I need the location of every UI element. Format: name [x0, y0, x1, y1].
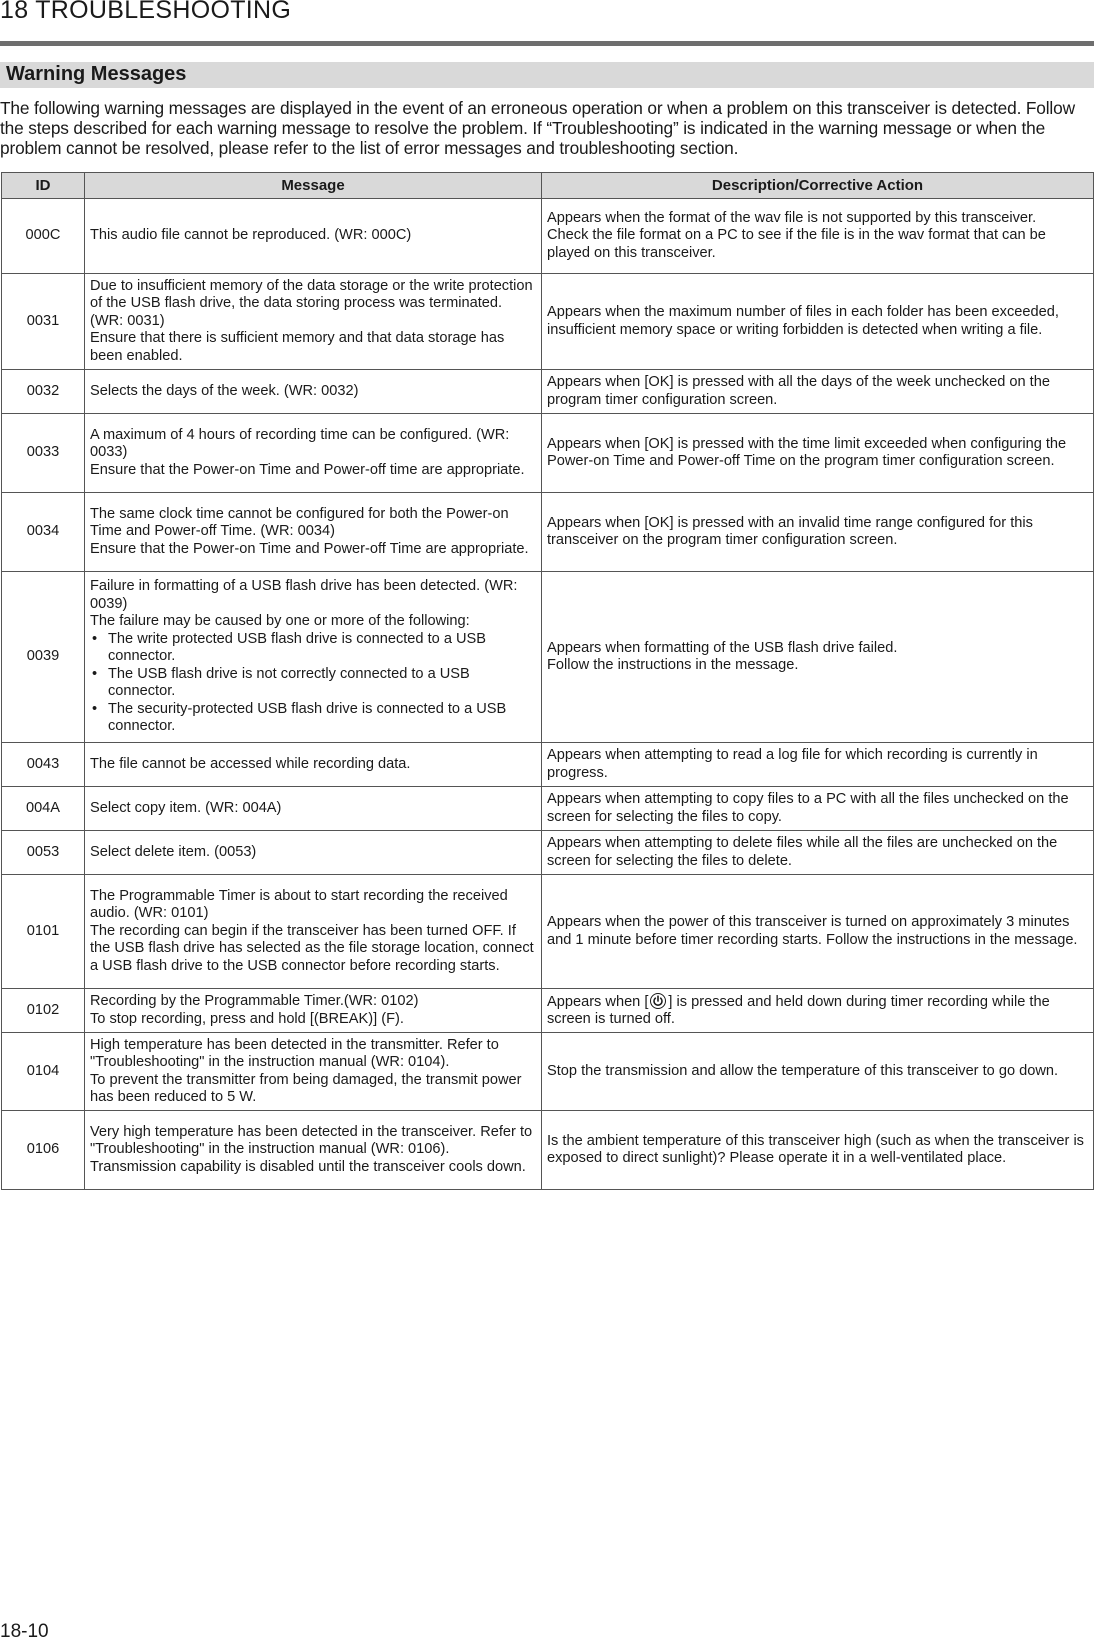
warning-message: Recording by the Programmable Timer.(WR: 0102) To stop recording, press and hold [(BREAK)] (F).	[85, 989, 542, 1033]
warning-message: High temperature has been detected in the transmitter. Refer to "Troubleshooting" in the instruction manual (WR: 0104). To prevent the transmitter from being damaged, the transmit power has been reduced to 5 W.	[85, 1033, 542, 1111]
warning-message: The Programmable Timer is about to start recording the received audio. (WR: 0101) The recording can begin if the transceiver has been turned OFF. If the USB flash drive has selected as the file storage location, connect a USB flash drive to the USB connector before recording starts.	[85, 875, 542, 989]
table-row	[2, 787, 1094, 831]
warning-message: Select copy item. (WR: 004A)	[85, 787, 542, 831]
warning-id: 0034	[2, 493, 85, 572]
warning-message: The same clock time cannot be configured for both the Power-on Time and Power-off Time. (WR: 0034) Ensure that the Power-on Time and Power-off Time are appropriate.	[85, 493, 542, 572]
list-item: • The USB flash drive is not correctly connected to a USB connector.	[90, 666, 536, 701]
warning-description: Stop the transmission and allow the temperature of this transceiver to go down.	[542, 1033, 1094, 1111]
warning-description: Appears when the maximum number of files in each folder has been exceeded, insufficient memory space or writing forbidden is detected when writing a file.	[542, 274, 1094, 370]
warning-description: Appears when [OK] is pressed with the time limit exceeded when configuring the Power-on Time and Power-off Time on the program timer configuration screen.	[542, 414, 1094, 493]
warning-messages-table	[1, 172, 1094, 1190]
warning-description: Is the ambient temperature of this transceiver high (such as when the transceiver is exposed to direct sunlight)? Please operate it in a well-ventilated place.	[542, 1111, 1094, 1190]
table-header-row	[2, 173, 1094, 199]
intro-paragraph: The following warning messages are displayed in the event of an erroneous operation or when a problem on this transceiver is detected. Follow the steps described for each warning message to resolve the problem. If “Troubleshooting” is indicated in the warning message or when the problem cannot be resolved, please refer to the list of error messages and troubleshooting section.	[0, 98, 1075, 158]
warning-id: 004A	[2, 787, 85, 831]
warning-id: 0106	[2, 1111, 85, 1190]
table-row	[2, 1111, 1094, 1190]
page-number: 18-10	[0, 1621, 49, 1642]
table-row	[2, 831, 1094, 875]
table-row	[2, 1033, 1094, 1111]
warning-description: Appears when [ ] is pressed and held down during timer recording while the screen is turned off.	[542, 989, 1094, 1033]
warning-message: The file cannot be accessed while recording data.	[85, 743, 542, 787]
warning-description: Appears when attempting to copy files to a PC with all the files unchecked on the screen for selecting the files to copy.	[542, 787, 1094, 831]
list-item: • The security-protected USB flash drive is connected to a USB connector.	[90, 701, 536, 736]
header-rule	[0, 41, 1094, 46]
warning-id: 0031	[2, 274, 85, 370]
table-row	[2, 493, 1094, 572]
table-row	[2, 414, 1094, 493]
list-item: • The write protected USB flash drive is connected to a USB connector.	[90, 631, 536, 666]
warning-id: 0104	[2, 1033, 85, 1111]
warning-id: 0053	[2, 831, 85, 875]
column-header-description: Description/Corrective Action	[542, 173, 1094, 199]
section-header	[0, 62, 1094, 88]
table-row	[2, 199, 1094, 274]
warning-description: Appears when attempting to delete files while all the files are unchecked on the screen for selecting the files to delete.	[542, 831, 1094, 875]
warning-message: Very high temperature has been detected in the transceiver. Refer to "Troubleshooting" in the instruction manual (WR: 0106). Transmission capability is disabled until the transceiver cools down.	[85, 1111, 542, 1190]
warning-id: 0032	[2, 370, 85, 414]
table-row	[2, 989, 1094, 1033]
warning-message: A maximum of 4 hours of recording time can be configured. (WR: 0033) Ensure that the Power-on Time and Power-off time are appropriate.	[85, 414, 542, 493]
warning-description: Appears when formatting of the USB flash drive failed. Follow the instructions in the message.	[542, 572, 1094, 743]
warning-message: Due to insufficient memory of the data storage or the write protection of the USB flash drive, the data storing process was terminated. (WR: 0031) Ensure that there is sufficient memory and that data storage has been enabled.	[85, 274, 542, 370]
column-header-message: Message	[85, 173, 542, 199]
table-row	[2, 743, 1094, 787]
table-row	[2, 572, 1094, 743]
warning-description: Appears when attempting to read a log file for which recording is currently in progress.	[542, 743, 1094, 787]
warning-id: 0101	[2, 875, 85, 989]
power-icon	[650, 993, 666, 1009]
warning-description: Appears when the power of this transceiver is turned on approximately 3 minutes and 1 minute before timer recording starts. Follow the instructions in the message.	[542, 875, 1094, 989]
warning-id: 0043	[2, 743, 85, 787]
table-row	[2, 370, 1094, 414]
warning-id: 0033	[2, 414, 85, 493]
table-row	[2, 274, 1094, 370]
warning-description: Appears when the format of the wav file is not supported by this transceiver. Check the file format on a PC to see if the file is in the wav format that can be played on this transceiver.	[542, 199, 1094, 274]
warning-description: Appears when [OK] is pressed with an invalid time range configured for this transceiver on the program timer configuration screen.	[542, 493, 1094, 572]
warning-message: This audio file cannot be reproduced. (WR: 000C)	[85, 199, 542, 274]
warning-description: Appears when [OK] is pressed with all the days of the week unchecked on the program timer configuration screen.	[542, 370, 1094, 414]
failure-causes-list	[90, 631, 536, 736]
warning-id: 000C	[2, 199, 85, 274]
warning-message: Failure in formatting of a USB flash drive has been detected. (WR: 0039) The failure may be caused by one or more of the following: • The write protected USB flash drive is connected to a USB connector. • The USB flash drive is not correctly connected to a USB connector. • The security-protected USB flash drive is connected to a USB connector.	[85, 572, 542, 743]
warning-id: 0102	[2, 989, 85, 1033]
chapter-title: 18 TROUBLESHOOTING	[0, 0, 292, 24]
column-header-id: ID	[2, 173, 85, 199]
warning-id: 0039	[2, 572, 85, 743]
warning-message: Selects the days of the week. (WR: 0032)	[85, 370, 542, 414]
section-title: Warning Messages	[6, 63, 187, 85]
table-row	[2, 875, 1094, 989]
warning-message: Select delete item. (0053)	[85, 831, 542, 875]
